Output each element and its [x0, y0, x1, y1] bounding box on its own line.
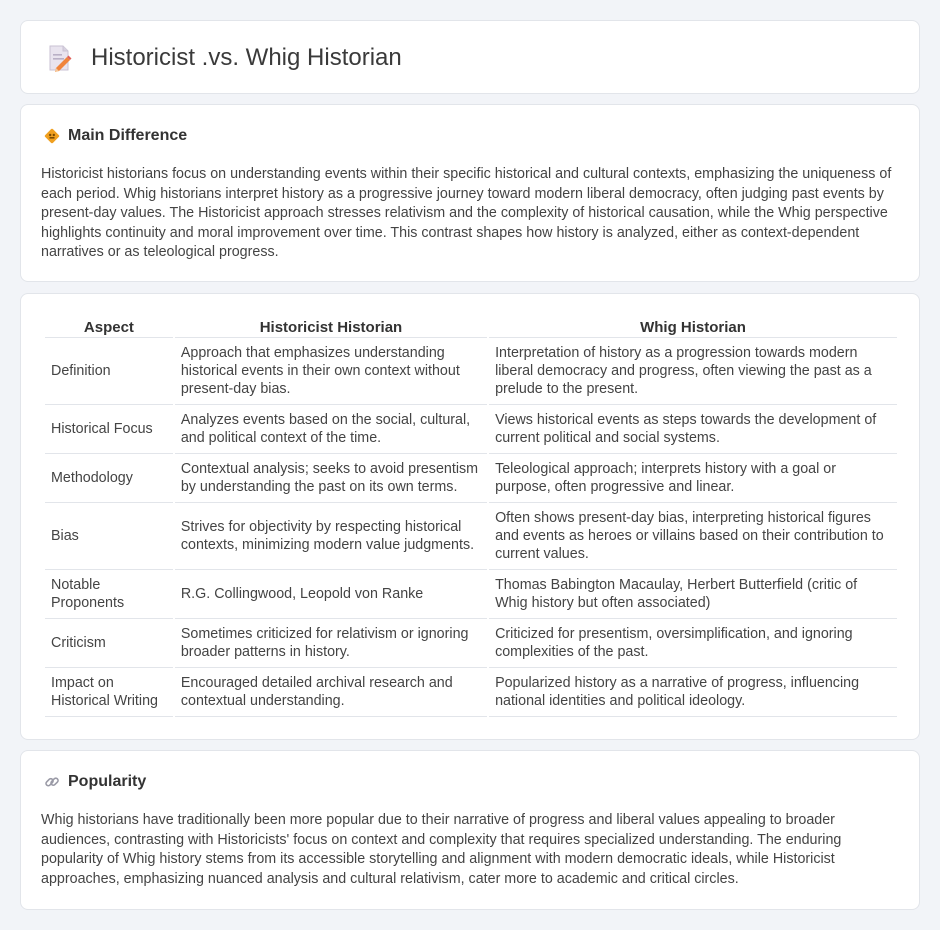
aspect-cell: Criticism: [45, 619, 173, 668]
historicist-cell: Encouraged detailed archival research and contextual understanding.: [175, 668, 487, 717]
table-row: [45, 619, 897, 668]
aspect-cell: Historical Focus: [45, 405, 173, 454]
whig-cell: Teleological approach; interprets history with a goal or purpose, often progressive and linear.: [489, 454, 897, 503]
column-header-whig: Whig Historian: [489, 316, 897, 338]
main-difference-header: [43, 127, 187, 145]
comparison-table: [43, 316, 899, 717]
aspect-cell: Definition: [45, 338, 173, 405]
table-row: [45, 668, 897, 717]
page-title: Historicist .vs. Whig Historian: [91, 44, 402, 71]
whig-cell: Criticized for presentism, oversimplification, and ignoring complexities of the past.: [489, 619, 897, 668]
historicist-cell: Analyzes events based on the social, cultural, and political context of the time.: [175, 405, 487, 454]
popularity-header: [43, 773, 146, 791]
historicist-cell: Contextual analysis; seeks to avoid presentism by understanding the past on its own terms.: [175, 454, 487, 503]
whig-cell: Interpretation of history as a progression towards modern liberal democracy and progress, often viewing the past as a prelude to the present.: [489, 338, 897, 405]
table-row: [45, 338, 897, 405]
table-row: [45, 405, 897, 454]
historicist-cell: Strives for objectivity by respecting historical contexts, minimizing modern value judgments.: [175, 503, 487, 570]
aspect-cell: Bias: [45, 503, 173, 570]
column-header-historicist: Historicist Historian: [175, 316, 487, 338]
title-card: [20, 20, 920, 94]
whig-cell: Popularized history as a narrative of progress, influencing national identities and political ideology.: [489, 668, 897, 717]
main-difference-title: Main Difference: [68, 127, 188, 144]
popularity-text: Whig historians have traditionally been more popular due to their narrative of progress and liberal values appealing to broader audiences, contrasting with Historicists' focus on context and complexity that requires specialized understanding. The enduring popularity of Whig history stems from its accessible storytelling and alignment with modern democratic ideals, while Historicist approaches, emphasizing nuanced analysis and cultural relativism, cater more to academic and critical circles.: [41, 812, 842, 887]
aspect-cell: Methodology: [45, 454, 173, 503]
comparison-card: [20, 293, 920, 740]
aspect-cell: Impact on Historical Writing: [45, 668, 173, 717]
historicist-cell: Sometimes criticized for relativism or ignoring broader patterns in history.: [175, 619, 487, 668]
popularity-title: Popularity: [68, 773, 147, 790]
table-row: [45, 454, 897, 503]
main-difference-text: Historicist historians focus on understanding events within their specific historical and cultural contexts, emphasizing the uniqueness of each period. Whig historians interpret history as a progressive journey toward modern liberal democracy, often judging past events by present-day values. The Historicist approach stresses relativism and the complexity of historical causation, while the Whig perspective highlights continuity and moral improvement over time. This contrast shapes how history is analyzed, either as context-dependent narratives or as teleological progress.: [41, 166, 892, 261]
historicist-cell: R.G. Collingwood, Leopold von Ranke: [175, 570, 487, 619]
main-difference-card: [20, 104, 920, 282]
document-pencil-icon: [47, 43, 73, 73]
title-row: [47, 43, 402, 73]
table-row: [45, 503, 897, 570]
diamond-sign-icon: [43, 127, 61, 145]
table-row: [45, 570, 897, 619]
aspect-cell: Notable Proponents: [45, 570, 173, 619]
whig-cell: Often shows present-day bias, interpreting historical figures and events as heroes or villains based on their contribution to current values.: [489, 503, 897, 570]
popularity-card: [20, 750, 920, 910]
table-header-row: [45, 316, 897, 338]
column-header-aspect: Aspect: [45, 316, 173, 338]
whig-cell: Views historical events as steps towards the development of current political and social systems.: [489, 405, 897, 454]
historicist-cell: Approach that emphasizes understanding historical events in their own context without present-day bias.: [175, 338, 487, 405]
link-icon: [43, 773, 61, 791]
whig-cell: Thomas Babington Macaulay, Herbert Butterfield (critic of Whig history but often associated): [489, 570, 897, 619]
